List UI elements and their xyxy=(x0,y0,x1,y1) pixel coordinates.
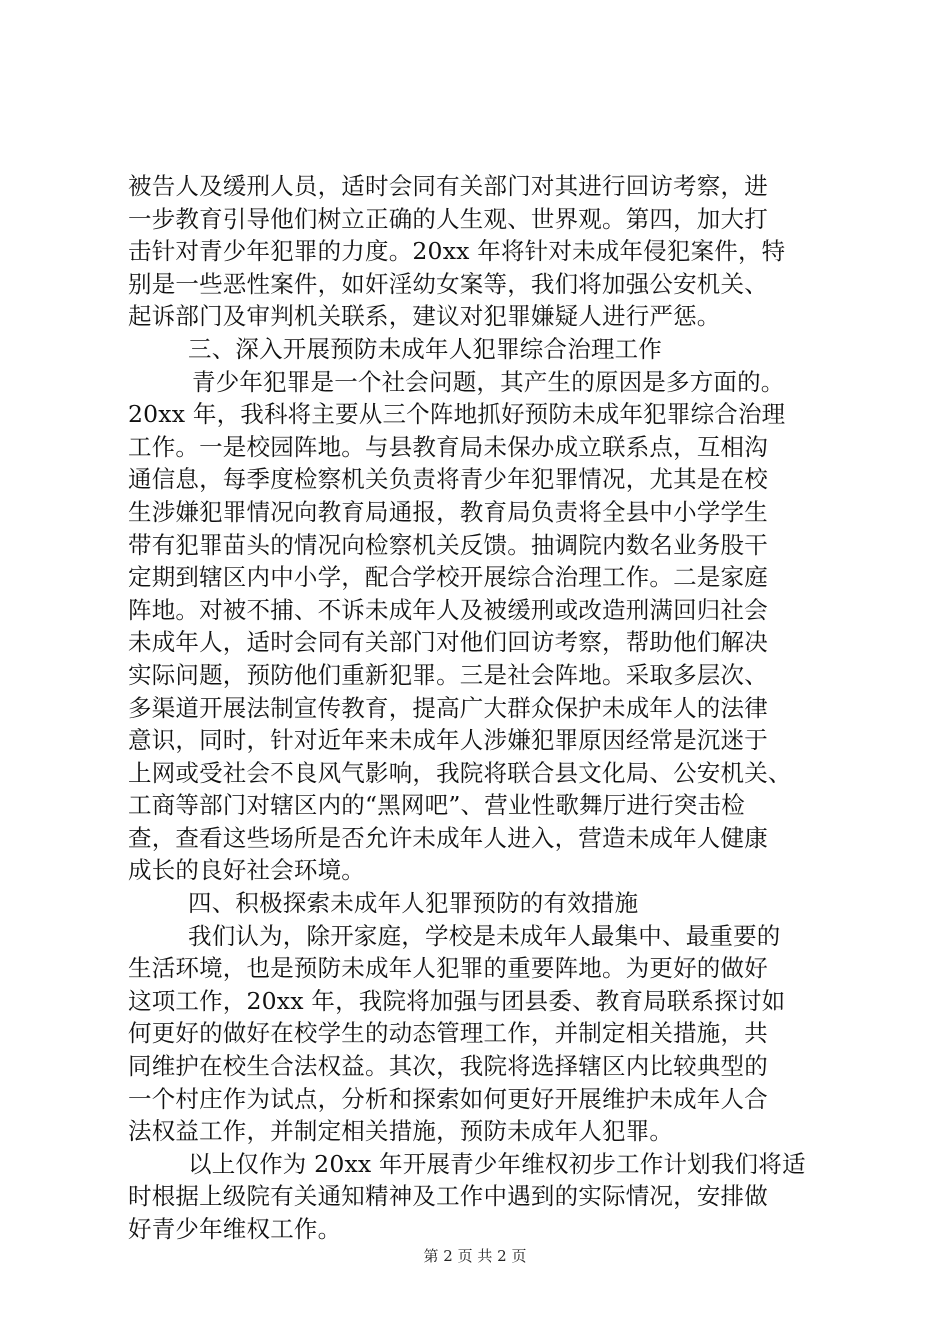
text-line: 一步教育引导他们树立正确的人生观、世界观。第四，加大打 xyxy=(128,204,768,233)
text-line: 20xx 年，我科将主要从三个阵地抓好预防未成年犯罪综合治理 xyxy=(128,400,786,429)
text-line: 实际问题，预防他们重新犯罪。三是社会阵地。采取多层次、 xyxy=(128,660,768,689)
paragraph-start: 青少年犯罪是一个社会问题，其产生的原因是多方面的。 xyxy=(192,367,785,396)
text-line: 阵地。对被不捕、不诉未成年人及被缓刑或改造刑满回归社会 xyxy=(128,595,768,624)
text-line: 何更好的做好在校学生的动态管理工作，并制定相关措施，共 xyxy=(128,1019,768,1048)
text-line: 定期到辖区内中小学，配合学校开展综合治理工作。二是家庭 xyxy=(128,563,768,592)
text-line: 击针对青少年犯罪的力度。20xx 年将针对未成年侵犯案件，特 xyxy=(128,237,786,266)
text-line: 工作。一是校园阵地。与县教育局未保办成立联系点，互相沟 xyxy=(128,432,768,461)
text-line: 法权益工作，并制定相关措施，预防未成年人犯罪。 xyxy=(128,1117,674,1146)
text-line: 一个村庄作为试点，分析和探索如何更好开展维护未成年人合 xyxy=(128,1084,768,1113)
page-number-footer: 第 2 页 共 2 页 xyxy=(423,1247,527,1265)
text-line: 被告人及缓刑人员，适时会同有关部门对其进行回访考察，进 xyxy=(128,172,768,200)
text-line: 意识，同时，针对近年来未成年人涉嫌犯罪原因经常是沉迷于 xyxy=(128,726,768,755)
document-body xyxy=(128,170,840,1246)
text-line: 查，查看这些场所是否允许未成年人进入，营造未成年人健康 xyxy=(128,823,768,852)
paragraph-start: 我们认为，除开家庭，学校是未成年人最集中、最重要的 xyxy=(188,921,781,950)
text-line: 带有犯罪苗头的情况向检察机关反馈。抽调院内数名业务股干 xyxy=(128,530,768,559)
text-line: 起诉部门及审判机关联系，建议对犯罪嫌疑人进行严惩。 xyxy=(128,302,721,331)
paragraph-start: 以上仅作为 20xx 年开展青少年维权初步工作计划我们将适 xyxy=(188,1149,806,1178)
text-line: 未成年人，适时会同有关部门对他们回访考察，帮助他们解决 xyxy=(128,628,768,657)
text-line: 多渠道开展法制宣传教育，提高广大群众保护未成年人的法律 xyxy=(128,693,768,722)
text-line: 工商等部门对辖区内的“黑网吧”、营业性歌舞厅进行突击检 xyxy=(128,791,745,820)
text-line: 生活环境，也是预防未成年人犯罪的重要阵地。为更好的做好 xyxy=(128,954,768,983)
text-line: 通信息，每季度检察机关负责将青少年犯罪情况，尤其是在校 xyxy=(128,465,768,494)
text-line: 别是一些恶性案件，如奸淫幼女案等，我们将加强公安机关、 xyxy=(128,269,768,298)
text-line: 成长的良好社会环境。 xyxy=(128,856,365,885)
text-line: 时根据上级院有关通知精神及工作中遇到的实际情况，安排做 xyxy=(128,1182,768,1211)
text-line: 上网或受社会不良风气影响，我院将联合县文化局、公安机关、 xyxy=(128,758,792,787)
text-line: 生涉嫌犯罪情况向教育局通报，教育局负责将全县中小学学生 xyxy=(128,497,768,526)
text-line: 好青少年维权工作。 xyxy=(128,1215,342,1243)
section-heading-4: 四、积极探索未成年人犯罪预防的有效措施 xyxy=(188,889,639,918)
text-line: 这项工作，20xx 年，我院将加强与团县委、教育局联系探讨如 xyxy=(128,986,786,1015)
section-heading-3: 三、深入开展预防未成年人犯罪综合治理工作 xyxy=(188,334,662,363)
text-line: 同维护在校生合法权益。其次，我院将选择辖区内比较典型的 xyxy=(128,1052,768,1081)
